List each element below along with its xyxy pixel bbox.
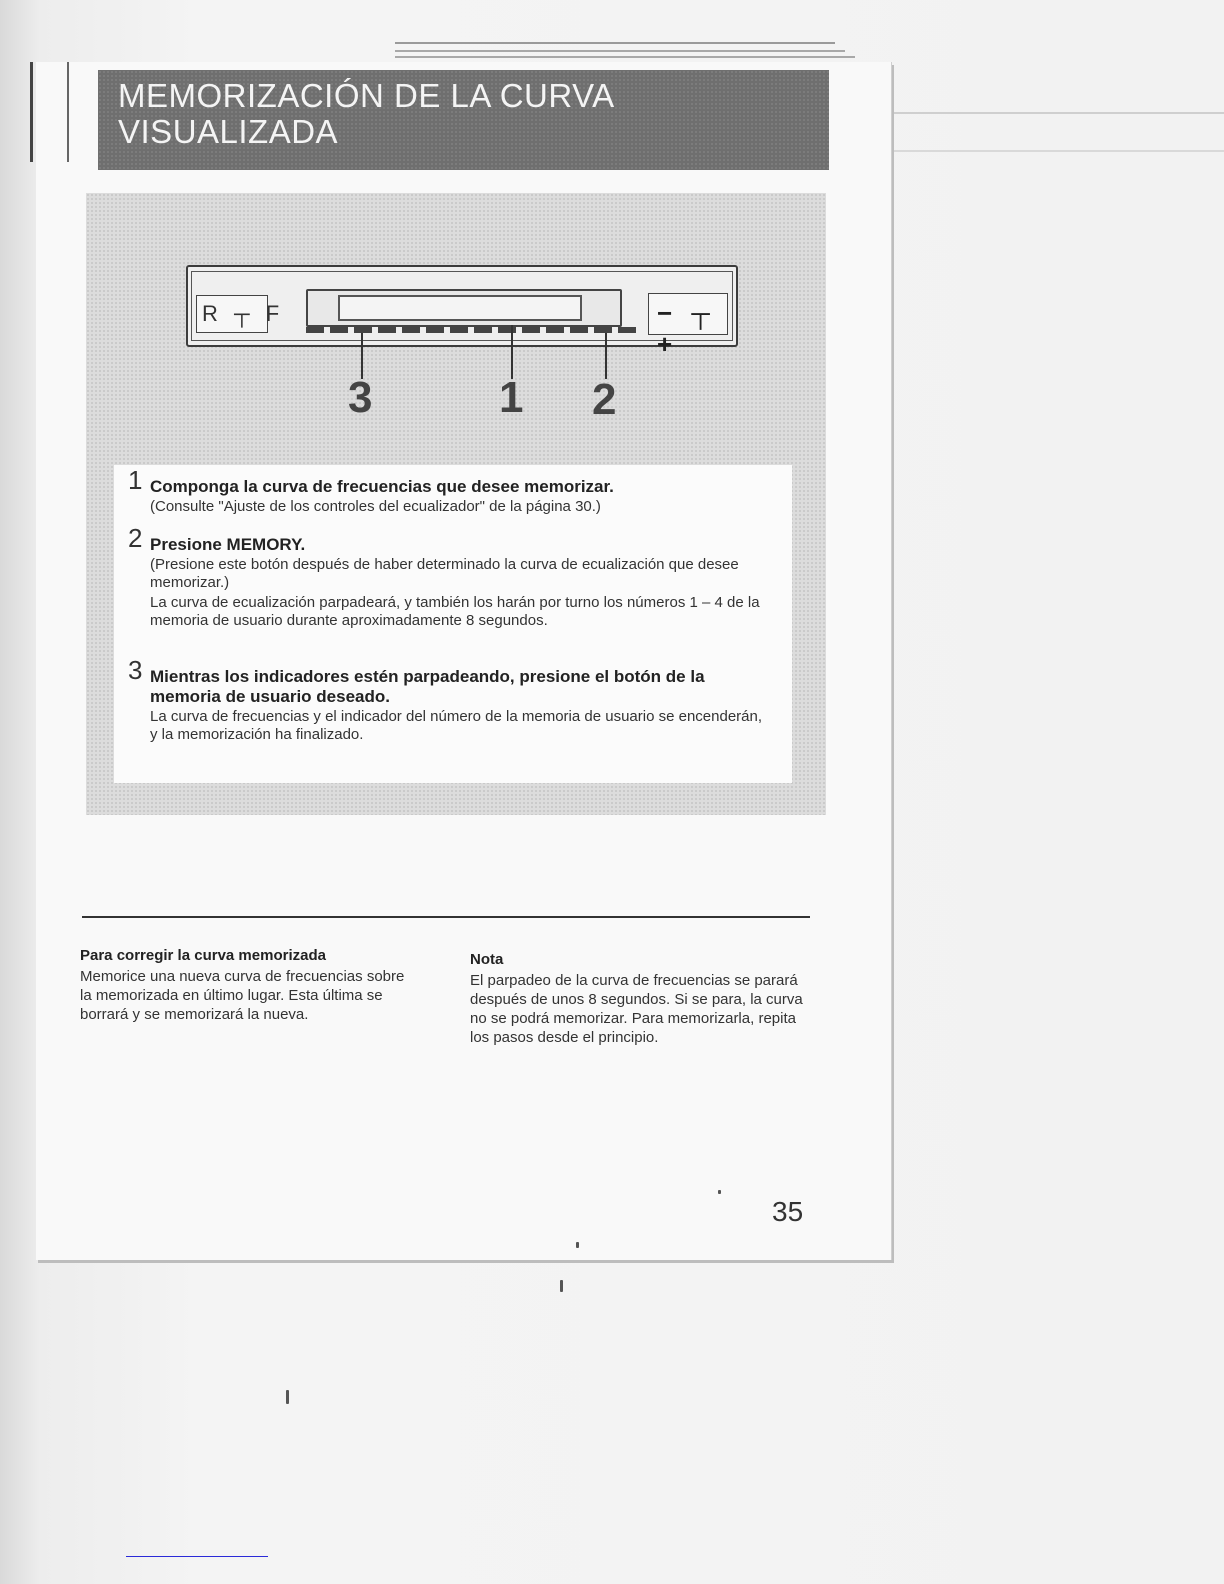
step-paragraph: (Presione este botón después de haber determinado la curva de ecualización que desee memorizar.) (150, 556, 739, 591)
step-heading: Componga la curva de frecuencias que desee memorizar. (150, 477, 614, 496)
nota-title: Nota (470, 951, 504, 968)
bottom-underline (126, 1556, 268, 1557)
steps-box (114, 465, 792, 783)
scan-speck (718, 1190, 721, 1194)
title-banner (98, 70, 829, 170)
callout-line-2 (605, 333, 607, 379)
callout-number-3: 3 (348, 373, 373, 422)
rf-button-label: R ┬ F (202, 301, 285, 326)
step-body (150, 498, 772, 516)
step-1 (128, 465, 772, 518)
correction-note-title: Para corregir la curva memorizada (80, 947, 326, 964)
display-window (306, 289, 622, 327)
adjacent-sheet-edge (893, 112, 1224, 152)
scan-speck (286, 1390, 289, 1404)
page-binding (30, 62, 69, 162)
title-line-2: VISUALIZADA (118, 113, 339, 150)
callout-line-1 (511, 325, 513, 379)
equalizer-unit-illustration (186, 265, 738, 359)
instruction-panel (86, 193, 826, 815)
plus-minus-button-group (648, 293, 728, 359)
correction-note-text: Memorice una nueva curva de frecuencias sobre la memorizada en último lugar. Esta última se borrará y se memorizará la nueva. (80, 968, 405, 1023)
display-screen (338, 295, 582, 321)
step-paragraph: La curva de frecuencias y el indicador del número de la memoria de usuario se encenderán, y la memorización ha finalizado. (150, 708, 763, 743)
memory-button-strip (306, 327, 636, 333)
step-heading: Presione MEMORY. (150, 535, 306, 554)
scan-speck (560, 1280, 563, 1292)
step-body (150, 556, 772, 630)
step-number: 3 (128, 655, 143, 685)
step-2 (128, 523, 772, 632)
scan-speck (576, 1242, 579, 1248)
section-divider (82, 916, 810, 918)
plus-minus-label: − ┬ + (657, 298, 716, 359)
callout-number-1: 1 (499, 373, 524, 422)
step-paragraph: (Consulte "Ajuste de los controles del ecualizador" de la página 30.) (150, 498, 601, 515)
step-heading: Mientras los indicadores estén parpadeando, presione el botón de la memoria de usuario deseado. (150, 667, 705, 706)
step-3 (128, 655, 772, 746)
title-line-1: MEMORIZACIÓN DE LA CURVA (118, 77, 615, 114)
step-number: 2 (128, 523, 143, 553)
step-body (150, 708, 772, 744)
step-paragraph: La curva de ecualización parpadeará, y también los harán por turno los números 1 – 4 de la memoria de usuario durante aproximadamente 8 segundos. (150, 594, 760, 629)
nota-text: El parpadeo de la curva de frecuencias se parará después de unos 8 segundos. Si se para, la curva no se podrá memorizar. Para memorizarla, repita los pasos desde el principio. (470, 972, 803, 1046)
callout-number-2: 2 (592, 375, 617, 424)
page-title (118, 78, 615, 150)
step-number: 1 (128, 465, 143, 495)
correction-note (80, 946, 420, 1024)
nota (470, 950, 810, 1047)
page-number: 35 (772, 1196, 804, 1227)
